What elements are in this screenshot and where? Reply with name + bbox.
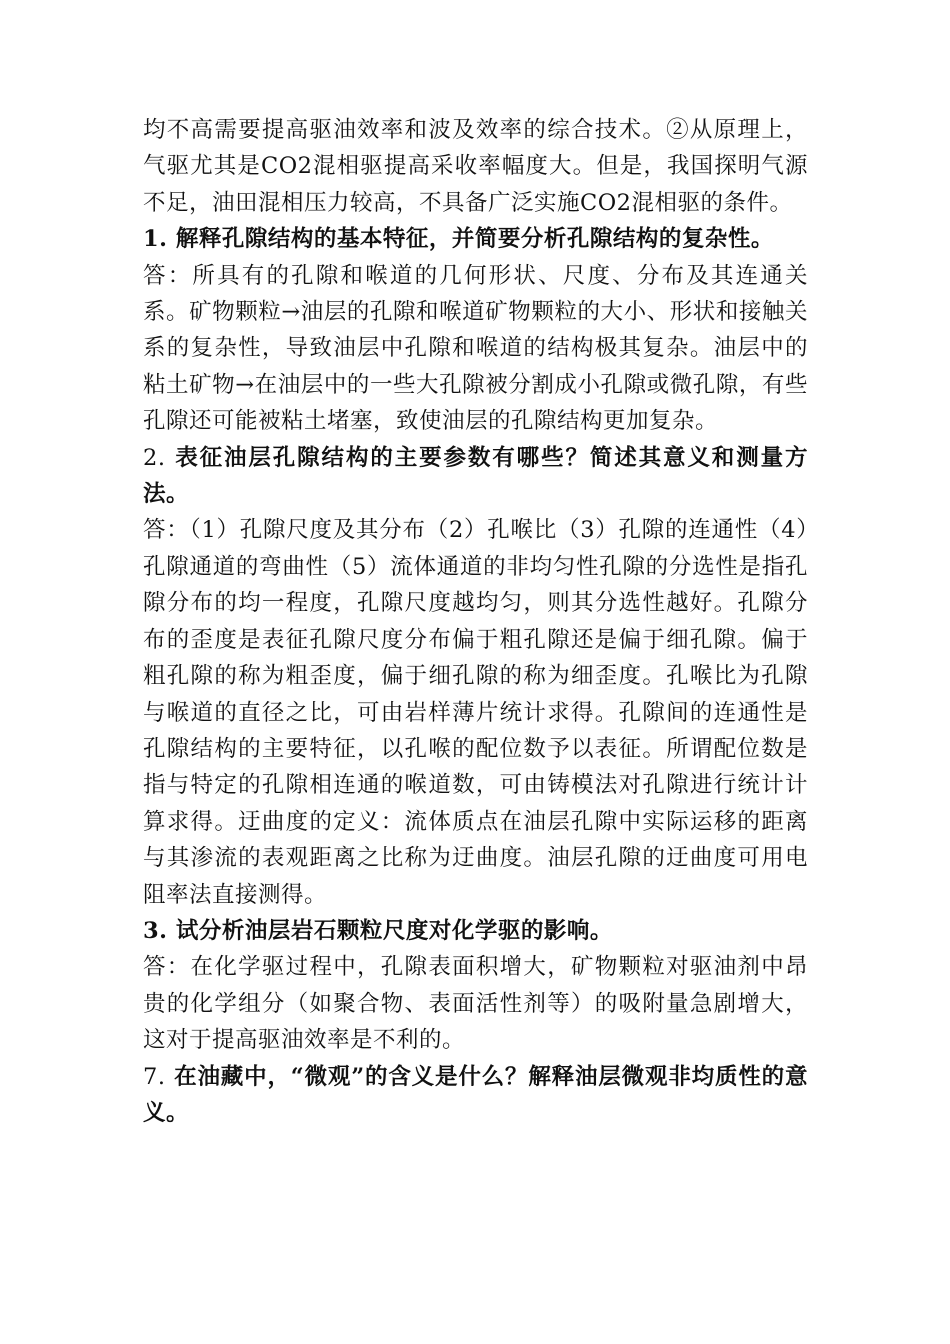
question-3-heading xyxy=(143,913,808,949)
answer-1-paragraph: 答：所具有的孔隙和喉道的几何形状、尺度、分布及其连通关系。矿物颗粒→油层的孔隙和喉道矿物颗粒的大小、形状和接触关系的复杂性，导致油层中孔隙和喉道的结构极其复杂。油层中的粘土矿物→在油层中的一些大孔隙被分割成小孔隙或微孔隙，有些孔隙还可能被粘土堵塞，致使油层的孔隙结构更加复杂。 xyxy=(143,262,808,435)
question-1-title: 解释孔隙结构的基本特征，并简要分析孔隙结构的复杂性。 xyxy=(175,226,774,253)
document-page xyxy=(143,112,808,1131)
question-7-heading xyxy=(143,1059,808,1132)
question-7-title: 在油藏中，“微观”的含义是什么？解释油层微观非均质性的意义。 xyxy=(143,1063,808,1126)
question-7-number: 7. xyxy=(143,1063,166,1090)
question-2-title: 表征油层孔隙结构的主要参数有哪些？简述其意义和测量方法。 xyxy=(143,444,808,508)
question-1-heading xyxy=(143,221,808,257)
question-2-heading xyxy=(143,440,808,513)
question-3-title: 试分析油层岩石颗粒尺度对化学驱的影响。 xyxy=(175,917,613,944)
answer-2-paragraph: 答：（1）孔隙尺度及其分布（2）孔喉比（3）孔隙的连通性（4）孔隙通道的弯曲性（5）流体通道的非均匀性孔隙的分选性是指孔隙分布的均一程度，孔隙尺度越均匀，则其分选性越好。孔隙分布的歪度是表征孔隙尺度分布偏于粗孔隙还是偏于细孔隙。偏于粗孔隙的称为粗歪度，偏于细孔隙的称为细歪度。孔喉比为孔隙与喉道的直径之比，可由岩样薄片统计求得。孔隙间的连通性是孔隙结构的主要特征，以孔喉的配位数予以表征。所谓配位数是指与特定的孔隙相连通的喉道数，可由铸模法对孔隙进行统计计算求得。迂曲度的定义：流体质点在油层孔隙中实际运移的距离与其渗流的表观距离之比称为迂曲度。油层孔隙的迂曲度可用电阻率法直接测得。 xyxy=(143,517,808,908)
question-2-number: 2. xyxy=(143,444,166,471)
question-3-number: 3. xyxy=(143,917,168,944)
intro-paragraph: 均不高需要提高驱油效率和波及效率的综合技术。②从原理上，气驱尤其是CO2混相驱提高采收率幅度大。但是，我国探明气源不足，油田混相压力较高，不具备广泛实施CO2混相驱的条件。 xyxy=(143,117,808,216)
answer-3-paragraph: 答：在化学驱过程中，孔隙表面积增大，矿物颗粒对驱油剂中昂贵的化学组分（如聚合物、表面活性剂等）的吸附量急剧增大，这对于提高驱油效率是不利的。 xyxy=(143,954,808,1054)
question-1-number: 1. xyxy=(143,226,168,253)
